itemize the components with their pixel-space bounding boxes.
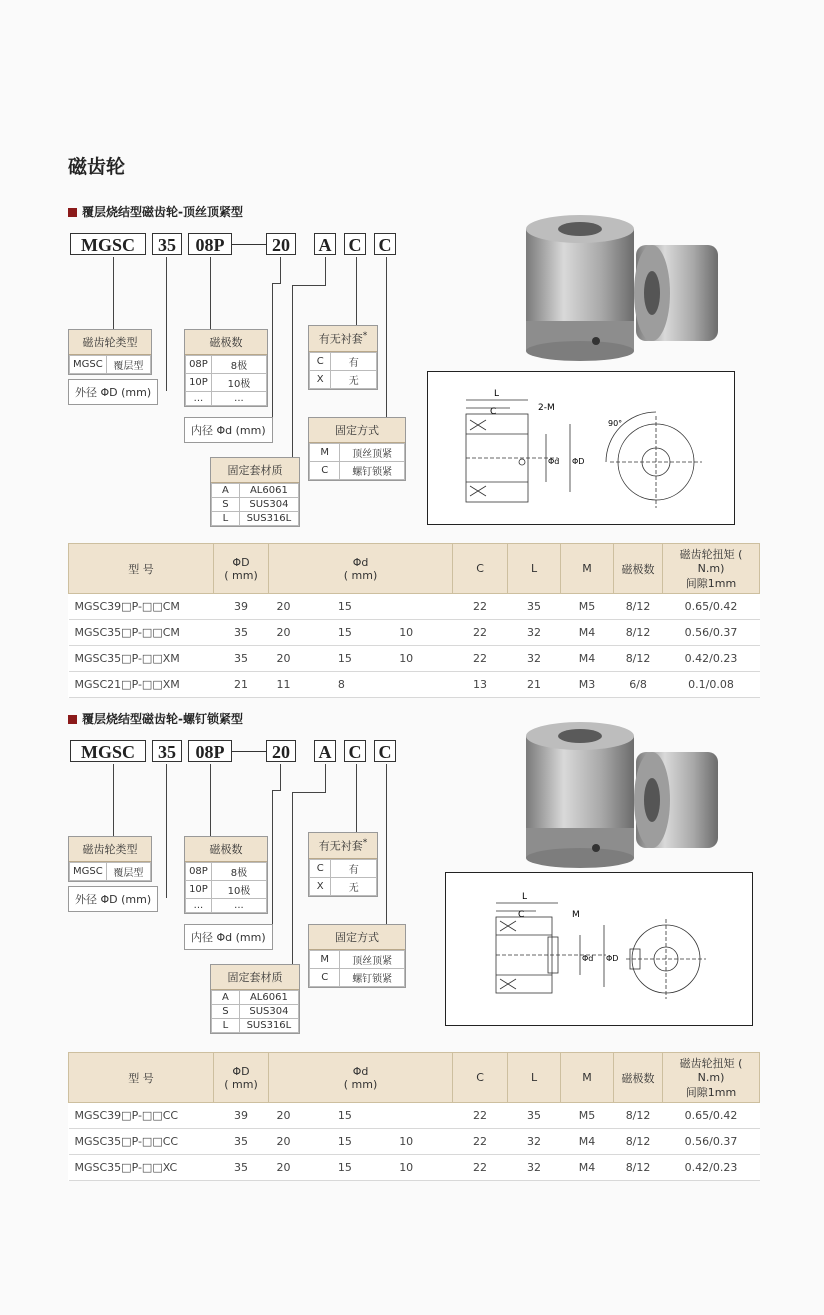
liner-title-text: 有无衬套 bbox=[318, 332, 363, 346]
cell-m: M4 bbox=[561, 646, 614, 672]
header-c: C bbox=[453, 1053, 508, 1103]
cell-d2: 8 bbox=[330, 672, 391, 698]
option-value: 有 bbox=[331, 352, 377, 370]
connector-line bbox=[210, 764, 211, 836]
option-value: SUS316L bbox=[239, 512, 298, 526]
header-torque-label: 磁齿轮扭矩 ( N.m) bbox=[679, 548, 743, 575]
connector-line bbox=[292, 285, 326, 286]
fixing-table bbox=[309, 443, 405, 480]
option-row bbox=[212, 484, 299, 498]
option-code: L bbox=[212, 512, 240, 526]
cell-d3 bbox=[391, 672, 452, 698]
cell-od: 35 bbox=[214, 1129, 269, 1155]
header-torque bbox=[663, 544, 760, 594]
option-value: 螺钉锁紧 bbox=[340, 462, 405, 480]
option-code: C bbox=[310, 352, 331, 370]
option-code: 08P bbox=[186, 356, 212, 374]
header-torque-label: 磁齿轮扭矩 ( N.m) bbox=[679, 1057, 743, 1084]
header-id-unit: ( mm) bbox=[343, 568, 378, 582]
option-code: ... bbox=[186, 392, 212, 406]
cell-m: M5 bbox=[561, 1103, 614, 1129]
cell-poles: 8/12 bbox=[614, 620, 663, 646]
cell-od: 35 bbox=[214, 1155, 269, 1181]
option-row bbox=[186, 881, 267, 899]
liner-table bbox=[309, 859, 377, 896]
code-dash bbox=[232, 244, 266, 245]
technical-drawing-2 bbox=[445, 872, 753, 1026]
cell-d3: 10 bbox=[391, 646, 452, 672]
poles-table bbox=[185, 862, 267, 913]
option-row bbox=[212, 1005, 299, 1019]
material-box bbox=[210, 457, 300, 527]
od-label: 外径 ΦD (mm) bbox=[68, 379, 158, 405]
option-row bbox=[186, 899, 267, 913]
cell-d2: 15 bbox=[330, 620, 391, 646]
bullet-square-icon bbox=[68, 715, 77, 724]
option-value: 无 bbox=[331, 370, 377, 388]
dim-d: Φd bbox=[582, 954, 594, 963]
option-code: A bbox=[212, 484, 240, 498]
table-row bbox=[69, 1155, 760, 1181]
header-od-unit: ( mm) bbox=[224, 1077, 258, 1091]
code-series: MGSC bbox=[70, 740, 146, 762]
order-code bbox=[70, 233, 400, 257]
cell-l: 32 bbox=[508, 1129, 561, 1155]
cell-l: 32 bbox=[508, 620, 561, 646]
cell-od: 39 bbox=[214, 1103, 269, 1129]
cell-l: 21 bbox=[508, 672, 561, 698]
header-od bbox=[214, 544, 269, 594]
option-value: 8极 bbox=[211, 863, 266, 881]
cell-torque: 0.56/0.37 bbox=[663, 1129, 760, 1155]
cell-model: MGSC39□P-□□CC bbox=[69, 1103, 214, 1129]
cell-c: 22 bbox=[453, 594, 508, 620]
option-code: 10P bbox=[186, 374, 212, 392]
option-row bbox=[186, 392, 267, 406]
connector-line bbox=[292, 285, 293, 461]
poles-box bbox=[184, 836, 268, 914]
connector-line bbox=[210, 257, 211, 329]
cell-od: 21 bbox=[214, 672, 269, 698]
cell-torque: 0.42/0.23 bbox=[663, 1155, 760, 1181]
option-code: L bbox=[212, 1019, 240, 1033]
header-m: M bbox=[561, 1053, 614, 1103]
header-l: L bbox=[508, 1053, 561, 1103]
header-poles: 磁极数 bbox=[614, 544, 663, 594]
option-value: 顶丝顶紧 bbox=[340, 951, 405, 969]
cell-od: 35 bbox=[214, 646, 269, 672]
dim-angle: 90° bbox=[608, 419, 623, 428]
liner-box bbox=[308, 832, 378, 897]
cell-c: 22 bbox=[453, 1129, 508, 1155]
cell-c: 22 bbox=[453, 1103, 508, 1129]
header-id bbox=[269, 544, 453, 594]
cell-m: M4 bbox=[561, 620, 614, 646]
material-box bbox=[210, 964, 300, 1034]
material-box-title: 固定套材质 bbox=[211, 965, 299, 990]
header-od-unit: ( mm) bbox=[224, 568, 258, 582]
type-code: MGSC bbox=[70, 356, 107, 374]
cell-torque: 0.56/0.37 bbox=[663, 620, 760, 646]
spec-table-1 bbox=[68, 543, 760, 698]
cell-model: MGSC35□P-□□CC bbox=[69, 1129, 214, 1155]
liner-box-title bbox=[309, 833, 377, 859]
connector-line bbox=[325, 764, 326, 792]
option-value: 10极 bbox=[211, 374, 266, 392]
fixing-box bbox=[308, 924, 406, 988]
section-title-text: 覆层烧结型磁齿轮-顶丝顶紧型 bbox=[82, 205, 243, 219]
option-row bbox=[212, 512, 299, 526]
code-od: 35 bbox=[152, 740, 182, 762]
option-row bbox=[212, 1019, 299, 1033]
liner-title-text: 有无衬套 bbox=[318, 839, 363, 853]
type-box-title: 磁齿轮类型 bbox=[69, 837, 151, 862]
cell-c: 22 bbox=[453, 646, 508, 672]
cell-d2: 15 bbox=[330, 1129, 391, 1155]
code-liner: C bbox=[344, 233, 366, 255]
option-row bbox=[212, 991, 299, 1005]
option-value: SUS304 bbox=[239, 498, 298, 512]
cell-torque: 0.65/0.42 bbox=[663, 594, 760, 620]
cell-poles: 8/12 bbox=[614, 646, 663, 672]
option-value: AL6061 bbox=[239, 484, 298, 498]
option-value: 8极 bbox=[211, 356, 266, 374]
section-title bbox=[68, 203, 243, 220]
fixing-box-title: 固定方式 bbox=[309, 418, 405, 443]
cell-d1: 20 bbox=[269, 594, 330, 620]
product-photo bbox=[524, 211, 724, 361]
header-od bbox=[214, 1053, 269, 1103]
cell-m: M5 bbox=[561, 594, 614, 620]
cell-torque: 0.42/0.23 bbox=[663, 646, 760, 672]
cell-poles: 8/12 bbox=[614, 1129, 663, 1155]
connector-line bbox=[292, 792, 326, 793]
type-code: MGSC bbox=[70, 863, 107, 881]
cell-d3: 10 bbox=[391, 620, 452, 646]
option-code: ... bbox=[186, 899, 212, 913]
cell-d2: 15 bbox=[330, 1155, 391, 1181]
poles-box bbox=[184, 329, 268, 407]
table-row bbox=[69, 672, 760, 698]
option-code: 08P bbox=[186, 863, 212, 881]
option-row bbox=[186, 356, 267, 374]
id-label: 内径 Φd (mm) bbox=[184, 924, 273, 950]
cell-d1: 11 bbox=[269, 672, 330, 698]
type-name: 覆层型 bbox=[106, 863, 150, 881]
page-title: 磁齿轮 bbox=[68, 156, 126, 178]
cell-d1: 20 bbox=[269, 1155, 330, 1181]
header-m: M bbox=[561, 544, 614, 594]
option-value: 顶丝顶紧 bbox=[340, 444, 405, 462]
cell-od: 35 bbox=[214, 620, 269, 646]
type-box bbox=[68, 836, 152, 882]
table-row bbox=[69, 646, 760, 672]
header-torque-sub: 间隙1mm bbox=[685, 577, 737, 590]
spec-header-row bbox=[69, 1053, 760, 1103]
connector-line bbox=[113, 764, 114, 836]
material-box-title: 固定套材质 bbox=[211, 458, 299, 483]
cell-d3: 10 bbox=[391, 1155, 452, 1181]
cell-m: M4 bbox=[561, 1155, 614, 1181]
connector-line bbox=[166, 764, 167, 898]
cell-m: M4 bbox=[561, 1129, 614, 1155]
dim-D: ΦD bbox=[572, 457, 585, 466]
code-id: 20 bbox=[266, 233, 296, 255]
cell-c: 22 bbox=[453, 620, 508, 646]
option-row bbox=[212, 498, 299, 512]
code-poles: 08P bbox=[188, 740, 232, 762]
connector-line bbox=[113, 257, 114, 329]
cell-d1: 20 bbox=[269, 646, 330, 672]
liner-box bbox=[308, 325, 378, 390]
liner-box-title bbox=[309, 326, 377, 352]
header-od-label: ΦD bbox=[232, 555, 250, 569]
connector-line bbox=[356, 764, 357, 842]
id-label: 内径 Φd (mm) bbox=[184, 417, 273, 443]
connector-line bbox=[325, 257, 326, 285]
cell-model: MGSC35□P-□□XM bbox=[69, 646, 214, 672]
option-value: ... bbox=[211, 392, 266, 406]
option-code: X bbox=[310, 370, 331, 388]
code-fixing: C bbox=[374, 740, 396, 762]
technical-drawing-1 bbox=[427, 371, 735, 525]
connector-line bbox=[272, 283, 273, 419]
option-row bbox=[310, 462, 405, 480]
option-row bbox=[310, 859, 377, 877]
code-od: 35 bbox=[152, 233, 182, 255]
option-row bbox=[310, 352, 377, 370]
code-series: MGSC bbox=[70, 233, 146, 255]
cell-d3 bbox=[391, 1103, 452, 1129]
header-model: 型 号 bbox=[69, 544, 214, 594]
option-value: 无 bbox=[331, 877, 377, 895]
option-row bbox=[310, 951, 405, 969]
header-id-label: Φd bbox=[352, 555, 369, 569]
cell-c: 22 bbox=[453, 1155, 508, 1181]
option-code: C bbox=[310, 969, 340, 987]
option-code: S bbox=[212, 1005, 240, 1019]
table-row bbox=[69, 620, 760, 646]
section-title-text: 覆层烧结型磁齿轮-螺钉锁紧型 bbox=[82, 712, 243, 726]
cell-poles: 8/12 bbox=[614, 1103, 663, 1129]
fixing-table bbox=[309, 950, 405, 987]
option-row bbox=[186, 863, 267, 881]
cell-m: M3 bbox=[561, 672, 614, 698]
connector-line bbox=[166, 257, 167, 391]
code-liner: C bbox=[344, 740, 366, 762]
header-model: 型 号 bbox=[69, 1053, 214, 1103]
cell-d1: 20 bbox=[269, 1129, 330, 1155]
connector-line bbox=[272, 790, 273, 926]
liner-table bbox=[309, 352, 377, 389]
od-label: 外径 ΦD (mm) bbox=[68, 886, 158, 912]
connector-line bbox=[280, 764, 281, 790]
option-row bbox=[310, 444, 405, 462]
code-poles: 08P bbox=[188, 233, 232, 255]
header-torque-sub: 间隙1mm bbox=[685, 1086, 737, 1099]
spec-header-row bbox=[69, 544, 760, 594]
option-code: X bbox=[310, 877, 331, 895]
dim-L: L bbox=[494, 389, 500, 399]
code-fixing: C bbox=[374, 233, 396, 255]
connector-line bbox=[272, 790, 281, 791]
table-row bbox=[69, 1103, 760, 1129]
cell-d3: 10 bbox=[391, 1129, 452, 1155]
poles-box-title: 磁极数 bbox=[185, 330, 267, 355]
cell-l: 35 bbox=[508, 594, 561, 620]
code-dash bbox=[232, 751, 266, 752]
option-row bbox=[310, 877, 377, 895]
cell-poles: 8/12 bbox=[614, 594, 663, 620]
material-table bbox=[211, 990, 299, 1033]
dim-D: ΦD bbox=[606, 954, 619, 963]
dim-M: M bbox=[572, 910, 580, 920]
header-poles: 磁极数 bbox=[614, 1053, 663, 1103]
header-torque bbox=[663, 1053, 760, 1103]
cell-d2: 15 bbox=[330, 594, 391, 620]
option-code: M bbox=[310, 444, 340, 462]
cell-poles: 6/8 bbox=[614, 672, 663, 698]
option-code: A bbox=[212, 991, 240, 1005]
table-row bbox=[69, 1129, 760, 1155]
dim-L: L bbox=[522, 892, 528, 902]
cell-l: 35 bbox=[508, 1103, 561, 1129]
cell-d1: 20 bbox=[269, 620, 330, 646]
cell-d3 bbox=[391, 594, 452, 620]
connector-line bbox=[272, 283, 281, 284]
option-value: 螺钉锁紧 bbox=[340, 969, 405, 987]
code-material: A bbox=[314, 740, 336, 762]
cell-model: MGSC21□P-□□XM bbox=[69, 672, 214, 698]
dim-d: Φd bbox=[548, 457, 560, 466]
fixing-box-title: 固定方式 bbox=[309, 925, 405, 950]
option-row bbox=[310, 969, 405, 987]
cell-d2: 15 bbox=[330, 646, 391, 672]
option-value: SUS316L bbox=[239, 1019, 298, 1033]
code-id: 20 bbox=[266, 740, 296, 762]
cell-d2: 15 bbox=[330, 1103, 391, 1129]
connector-line bbox=[386, 257, 387, 433]
option-value: 有 bbox=[331, 859, 377, 877]
connector-line bbox=[280, 257, 281, 283]
option-value: ... bbox=[211, 899, 266, 913]
spec-table-2 bbox=[68, 1052, 760, 1181]
code-material: A bbox=[314, 233, 336, 255]
dim-M: 2-M bbox=[538, 403, 555, 413]
option-code: S bbox=[212, 498, 240, 512]
cell-c: 13 bbox=[453, 672, 508, 698]
cell-model: MGSC39□P-□□CM bbox=[69, 594, 214, 620]
option-value: AL6061 bbox=[239, 991, 298, 1005]
cell-torque: 0.1/0.08 bbox=[663, 672, 760, 698]
product-photo bbox=[524, 718, 724, 868]
cell-od: 39 bbox=[214, 594, 269, 620]
option-code: M bbox=[310, 951, 340, 969]
connector-line bbox=[386, 764, 387, 940]
liner-mark: * bbox=[362, 837, 368, 848]
option-code: C bbox=[310, 462, 340, 480]
table-row bbox=[69, 594, 760, 620]
liner-mark: * bbox=[362, 330, 368, 341]
option-code: C bbox=[310, 859, 331, 877]
header-id-label: Φd bbox=[352, 1064, 369, 1078]
header-c: C bbox=[453, 544, 508, 594]
type-name: 覆层型 bbox=[106, 356, 150, 374]
dim-C: C bbox=[490, 407, 497, 417]
connector-line bbox=[292, 792, 293, 968]
connector-line bbox=[356, 257, 357, 335]
cell-torque: 0.65/0.42 bbox=[663, 1103, 760, 1129]
dim-C: C bbox=[518, 910, 525, 920]
header-id-unit: ( mm) bbox=[343, 1077, 378, 1091]
poles-table bbox=[185, 355, 267, 406]
header-id bbox=[269, 1053, 453, 1103]
cell-l: 32 bbox=[508, 646, 561, 672]
type-box bbox=[68, 329, 152, 375]
order-code bbox=[70, 740, 400, 764]
option-value: SUS304 bbox=[239, 1005, 298, 1019]
material-table bbox=[211, 483, 299, 526]
fixing-box bbox=[308, 417, 406, 481]
option-value: 10极 bbox=[211, 881, 266, 899]
option-row bbox=[186, 374, 267, 392]
cell-d1: 20 bbox=[269, 1103, 330, 1129]
bullet-square-icon bbox=[68, 208, 77, 217]
cell-poles: 8/12 bbox=[614, 1155, 663, 1181]
poles-box-title: 磁极数 bbox=[185, 837, 267, 862]
cell-l: 32 bbox=[508, 1155, 561, 1181]
cell-model: MGSC35□P-□□CM bbox=[69, 620, 214, 646]
type-box-title: 磁齿轮类型 bbox=[69, 330, 151, 355]
header-l: L bbox=[508, 544, 561, 594]
header-od-label: ΦD bbox=[232, 1064, 250, 1078]
option-row bbox=[310, 370, 377, 388]
section-title bbox=[68, 710, 243, 727]
option-code: 10P bbox=[186, 881, 212, 899]
cell-model: MGSC35□P-□□XC bbox=[69, 1155, 214, 1181]
